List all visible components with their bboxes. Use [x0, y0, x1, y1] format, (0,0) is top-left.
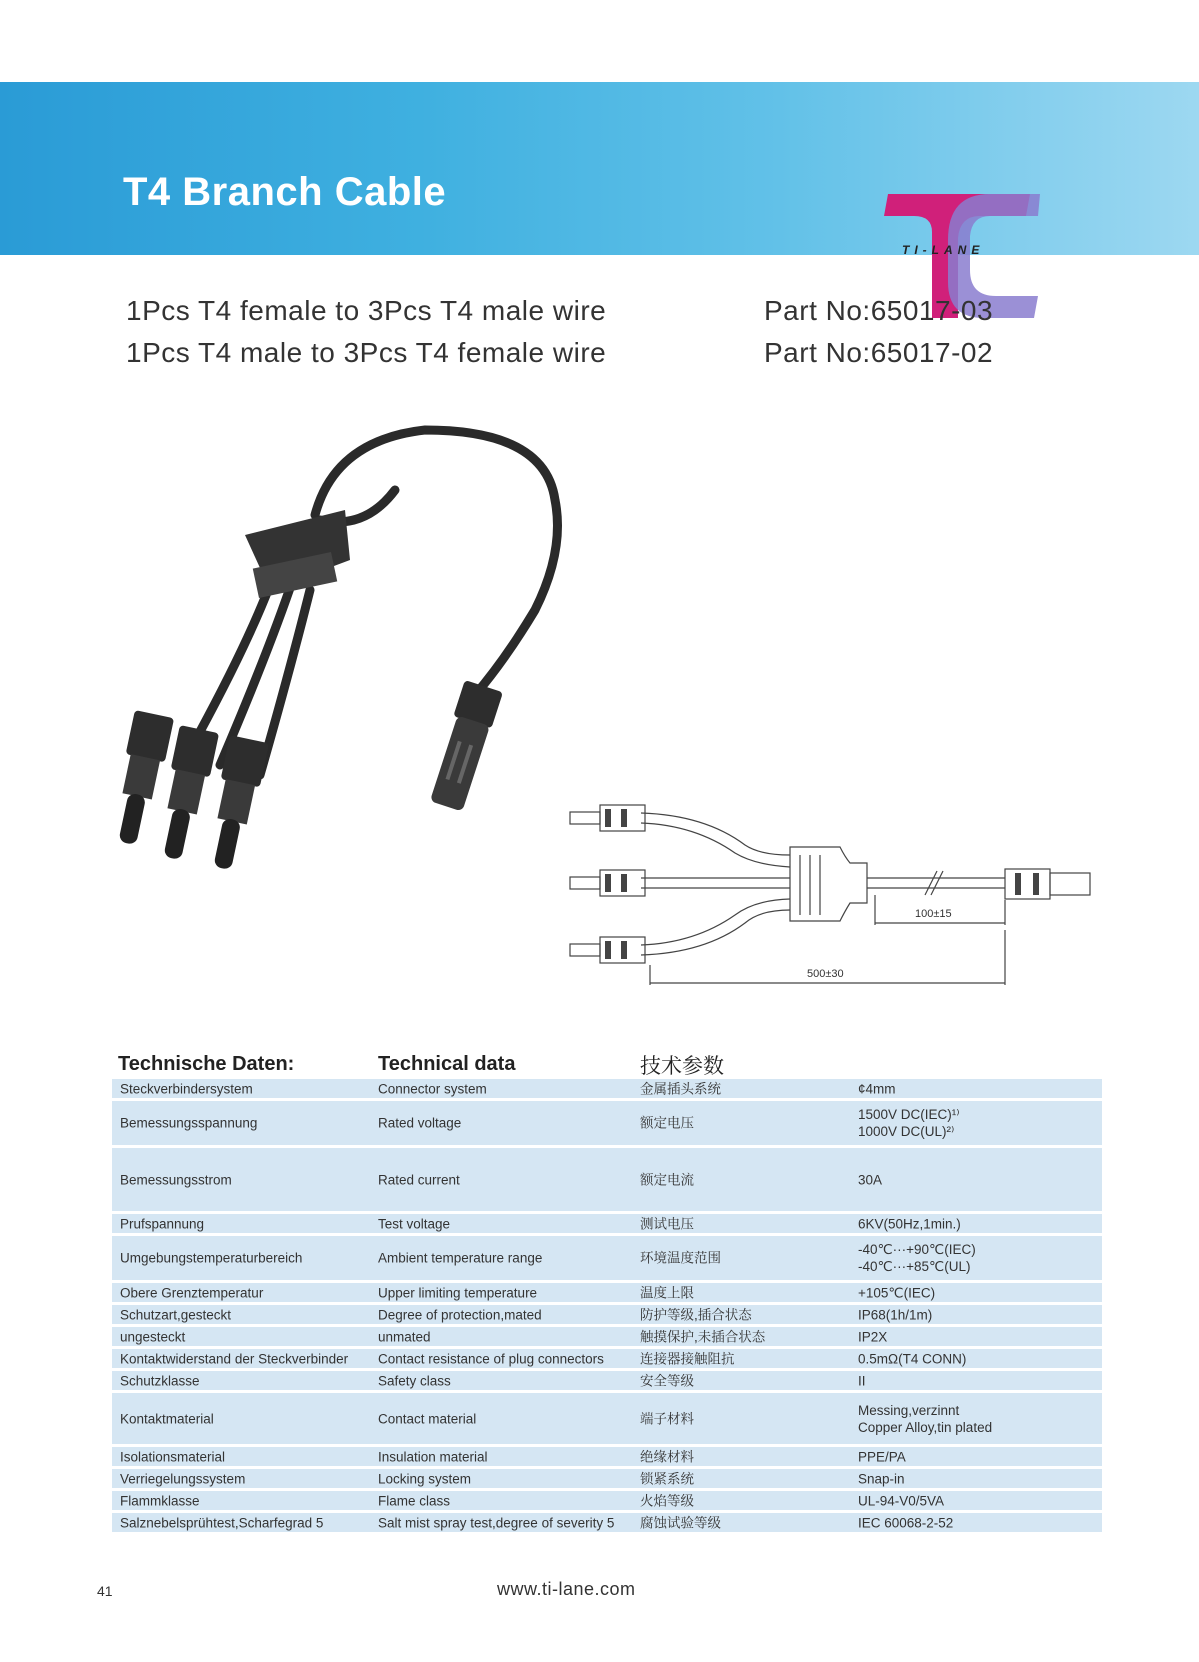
table-row — [112, 1236, 1102, 1280]
cell-value — [858, 1306, 932, 1323]
cell-zh: 额定电压 — [640, 1115, 694, 1131]
table-row — [112, 1148, 1102, 1211]
cell-de: Umgebungstemperaturbereich — [120, 1250, 303, 1266]
dim-short-label: 100±15 — [915, 908, 952, 920]
cell-zh: 测试电压 — [640, 1216, 694, 1231]
cell-value-line: II — [858, 1373, 866, 1388]
cell-de: Kontaktmaterial — [120, 1411, 214, 1426]
page-title: T4 Branch Cable — [123, 170, 447, 214]
cell-zh: 腐蚀试验等级 — [640, 1515, 721, 1530]
header-zh: 技术参数 — [640, 1055, 724, 1078]
cell-zh: 温度上限 — [640, 1285, 694, 1300]
header-banner — [0, 82, 1199, 255]
cell-value — [858, 1171, 882, 1188]
cell-value-line: Messing,verzinnt — [858, 1402, 960, 1418]
cell-zh: 安全等级 — [640, 1373, 694, 1388]
cell-value — [858, 1328, 887, 1345]
table-row — [112, 1447, 1102, 1466]
cell-en: Contact resistance of plug connectors — [378, 1351, 604, 1366]
cell-en: Degree of protection,mated — [378, 1307, 542, 1322]
cell-en: Upper limiting temperature — [378, 1285, 538, 1300]
table-row — [112, 1371, 1102, 1390]
cell-zh: 绝缘材料 — [640, 1449, 694, 1464]
tech-data-table — [112, 1079, 1102, 1535]
cell-en: Rated current — [378, 1172, 460, 1187]
cell-value-line: 1500V DC(IEC)¹⁾ — [858, 1107, 960, 1122]
cell-en: Salt mist spray test,degree of severity 5 — [378, 1515, 615, 1530]
table-row — [112, 1513, 1102, 1532]
table-row — [112, 1349, 1102, 1368]
cell-value-line: IP2X — [858, 1329, 888, 1344]
technical-drawing — [545, 775, 1115, 995]
cell-value — [858, 1448, 906, 1465]
cell-value — [858, 1241, 976, 1275]
cell-zh: 额定电流 — [640, 1172, 694, 1187]
cell-value-line: -40℃···+90℃(IEC) — [858, 1242, 976, 1257]
cell-zh: 火焰等级 — [640, 1493, 694, 1508]
cell-de: Isolationsmaterial — [120, 1449, 226, 1464]
cell-zh: 金属插头系统 — [640, 1081, 721, 1096]
cell-de: Bemessungsstrom — [120, 1172, 232, 1187]
cell-en: Safety class — [378, 1373, 451, 1388]
cell-value-line: 30A — [858, 1172, 883, 1187]
table-row — [112, 1469, 1102, 1488]
cell-value-line: IEC 60068-2-52 — [858, 1515, 954, 1530]
cell-value-line: Copper Alloy,tin plated — [858, 1419, 993, 1435]
cell-en: Connector system — [378, 1081, 487, 1096]
cell-de: Schutzklasse — [120, 1373, 200, 1388]
table-row — [112, 1214, 1102, 1233]
cell-value — [858, 1284, 935, 1301]
cell-zh: 触摸保护,未插合状态 — [640, 1329, 766, 1344]
cell-de: Verriegelungssystem — [120, 1471, 246, 1486]
table-row — [112, 1393, 1102, 1444]
product-1-description: 1Pcs T4 female to 3Pcs T4 male wire — [126, 295, 607, 326]
header-en: Technical data — [378, 1053, 516, 1075]
cell-de: Salznebelsprühtest,Scharfegrad 5 — [120, 1515, 324, 1530]
table-row — [112, 1327, 1102, 1346]
cell-zh: 端子材料 — [640, 1411, 694, 1426]
cell-en: Locking system — [378, 1471, 472, 1486]
cell-value-line: ¢4mm — [858, 1081, 896, 1096]
table-row — [112, 1101, 1102, 1145]
cell-de: Schutzart,gesteckt — [120, 1307, 232, 1322]
cell-value-line: 1000V DC(UL)²⁾ — [858, 1124, 955, 1139]
cell-en: Rated voltage — [378, 1115, 462, 1131]
cell-en: Flame class — [378, 1493, 451, 1508]
table-row — [112, 1079, 1102, 1098]
cell-value — [858, 1215, 961, 1232]
cell-value — [858, 1350, 966, 1367]
cell-value-line: UL-94-V0/5VA — [858, 1493, 945, 1508]
cell-value — [858, 1372, 866, 1389]
cell-value — [858, 1514, 953, 1531]
product-1-part-no: Part No:65017-03 — [764, 295, 994, 326]
connector-1 — [108, 710, 175, 847]
website-url: www.ti-lane.com — [497, 1579, 636, 1599]
cell-value — [858, 1106, 960, 1140]
cell-value-line: 0.5mΩ(T4 CONN) — [858, 1351, 967, 1366]
cell-de: Prufspannung — [120, 1216, 205, 1231]
cell-en: Contact material — [378, 1411, 477, 1426]
cell-value-line: Snap-in — [858, 1471, 905, 1486]
cell-zh: 连接器接触阻抗 — [640, 1351, 735, 1366]
cell-value-line: +105℃(IEC) — [858, 1285, 936, 1300]
cell-value-line: IP68(1h/1m) — [858, 1307, 933, 1322]
cell-value — [858, 1492, 944, 1509]
cell-value — [858, 1080, 896, 1097]
cell-de: Flammklasse — [120, 1493, 200, 1508]
cell-en: Ambient temperature range — [378, 1250, 543, 1266]
header-de: Technische Daten: — [118, 1053, 295, 1075]
cell-value — [858, 1402, 992, 1436]
product-photo — [95, 410, 615, 900]
cell-value-line: PPE/PA — [858, 1449, 906, 1464]
table-row — [112, 1491, 1102, 1510]
table-row — [112, 1283, 1102, 1302]
page-number: 41 — [97, 1583, 113, 1599]
cell-de: Kontaktwiderstand der Steckverbinder — [120, 1351, 349, 1366]
cell-zh: 防护等级,插合状态 — [640, 1307, 752, 1322]
single-connector — [426, 680, 503, 812]
product-2-description: 1Pcs T4 male to 3Pcs T4 female wire — [126, 337, 607, 368]
cell-en: Test voltage — [378, 1216, 451, 1231]
cell-value-line: 6KV(50Hz,1min.) — [858, 1216, 961, 1231]
dim-long-label: 500±30 — [807, 968, 844, 980]
cell-value-line: -40℃···+85℃(UL) — [858, 1259, 971, 1274]
cell-en: unmated — [378, 1329, 431, 1344]
cell-zh: 环境温度范围 — [640, 1250, 721, 1266]
cell-de: Obere Grenztemperatur — [120, 1285, 264, 1300]
logo-text: TI-LANE — [902, 243, 985, 257]
cell-zh: 锁紧系统 — [640, 1471, 694, 1486]
cell-value — [858, 1470, 905, 1487]
cell-de: Steckverbindersystem — [120, 1081, 253, 1096]
cell-en: Insulation material — [378, 1449, 488, 1464]
table-row — [112, 1305, 1102, 1324]
product-2-part-no: Part No:65017-02 — [764, 337, 994, 368]
cell-de: ungesteckt — [120, 1329, 186, 1344]
cell-de: Bemessungsspannung — [120, 1115, 258, 1131]
